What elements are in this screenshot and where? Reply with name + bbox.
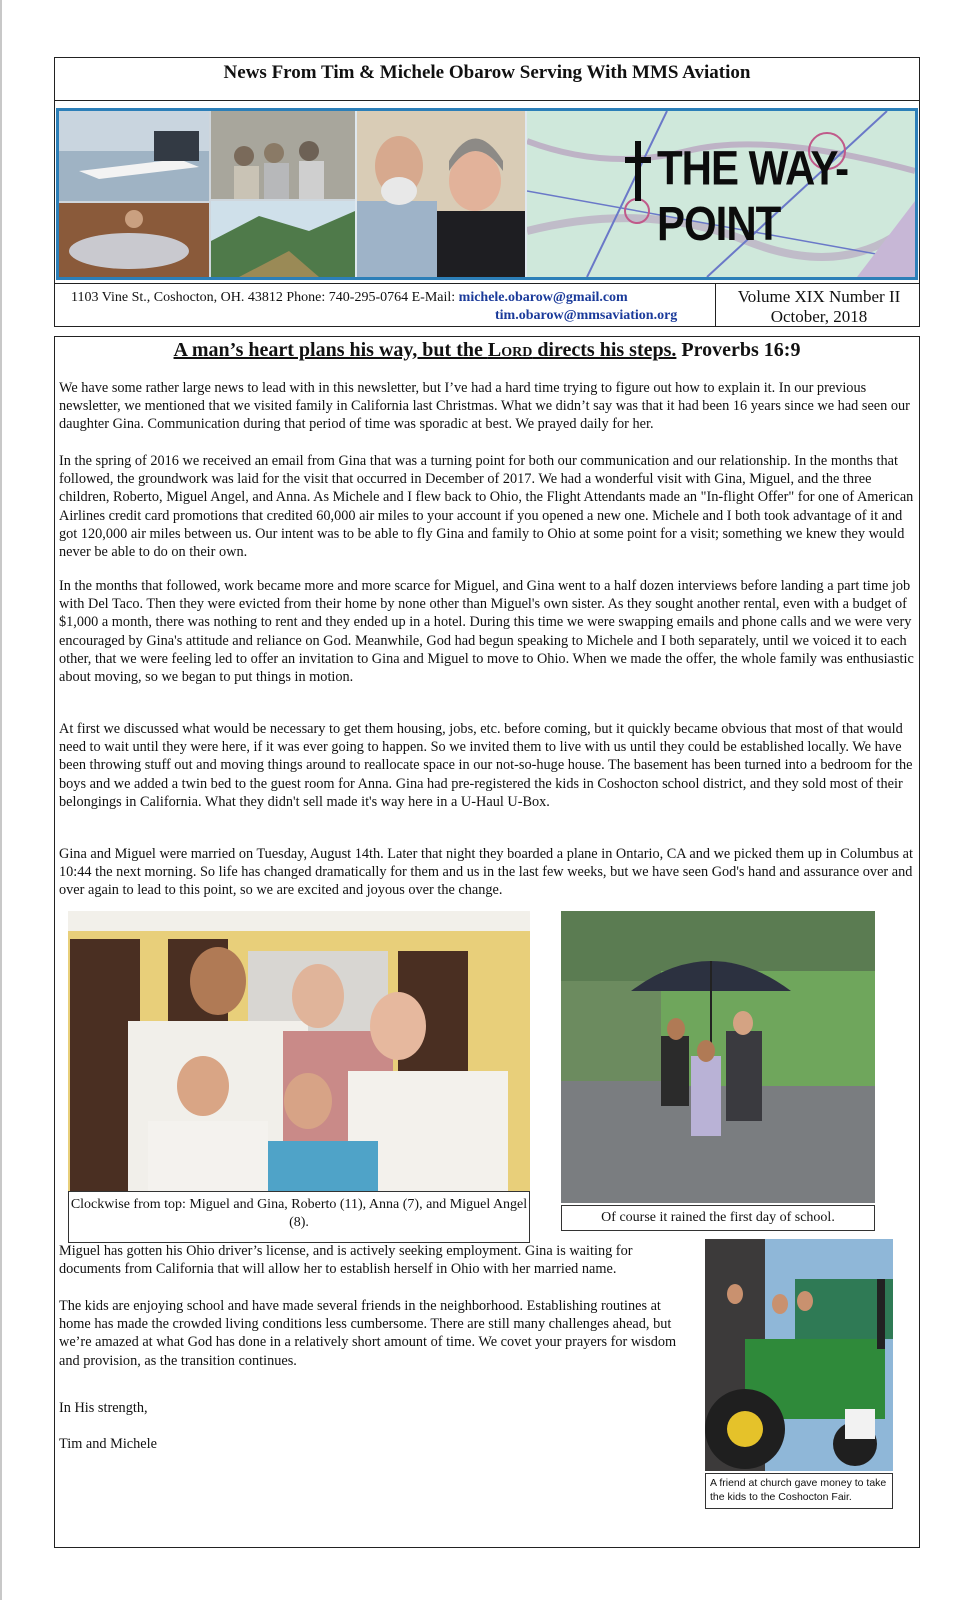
address-phone: 1103 Vine St., Coshocton, OH. 43812 Phone: 740-295-0764 E-Mail: xyxy=(71,290,459,305)
volume-number: Volume XIX Number II xyxy=(737,287,901,306)
verse-lord: Lord xyxy=(487,339,533,361)
family-photo xyxy=(68,911,530,1191)
signature-names: Tim and Michele xyxy=(59,1436,157,1452)
tim-and-michele-portrait xyxy=(357,111,525,277)
signoff: In His strength, xyxy=(59,1400,148,1416)
issue-date: October, 2018 xyxy=(770,307,868,326)
family-photo-caption: Clockwise from top: Miguel and Gina, Roberto (11), Anna (7), and Miguel Angel (8). xyxy=(68,1191,530,1243)
verse-reference: Proverbs 16:9 xyxy=(676,339,801,361)
issue-info xyxy=(719,287,919,327)
divider xyxy=(715,284,716,326)
rain-photo-caption: Of course it rained the first day of school. xyxy=(561,1205,875,1231)
banner xyxy=(56,108,918,280)
page-edge xyxy=(0,0,2,1600)
paragraph-2: In the spring of 2016 we received an email from Gina that was a turning point for both our communication and our relationship. In the months that followed, the groundwork was laid for the visit that occurred in December of 2017. We had a wonderful visit with Gina, Miguel, and the three children, Roberto, Miguel Angel, and Anna. As Michele and I flew back to Ohio, the Flight Attendants made an "In-flight Offer" for one of American Airlines credit card promotions that credited 60,000 air miles to your account if you opened a new one. Michele and I both took advantage of it and got 120,000 air miles between us. Our intent was to be able to fly Gina and family to Ohio at some point for a visit; something we knew they would never be able to do on their own. xyxy=(59,453,914,561)
verse-text-2: directs his steps. xyxy=(532,339,677,361)
way-point-title: THE WAY-POINT xyxy=(657,141,849,251)
cross-icon xyxy=(623,141,653,201)
aeronautical-chart-banner xyxy=(527,111,915,277)
paragraph-3: In the months that followed, work became more and more scarce for Miguel, and Gina went to a half dozen interviews before landing a part time job with Del Taco. Then they were evicted from their home by none other than Miguel's own sister. As they sought another rental, even with a budget of $1,000 a month, there was nothing to rent and they ended up in a hotel. During this time we were swapping emails and phone calls and we were very encouraged by Gina's attitude and reliance on God. Meanwhile, God had begun speaking to Michele and I both separately, until we voiced it to each other, that we were feeling led to offer an invitation to Gina and Miguel to move to Ohio. When we made the offer, the whole family was enthusiastic about moving, so we began to put things in motion. xyxy=(59,578,914,686)
verse-text-1: A man’s heart plans his way, but the xyxy=(173,339,488,361)
newsletter-title: News From Tim & Michele Obarow Serving With MMS Aviation xyxy=(223,62,751,83)
aviation-photo-collage xyxy=(59,111,355,277)
divider xyxy=(55,283,919,284)
closing-paragraph-2: The kids are enjoying school and have made several friends in the neighborhood. Establishing routines at home has made the crowded living conditions less cumbersome. There are still many challenges ahead, but we’re amazed at what God has done in a relatively short amount of time. We covet your prayers for wisdom and provision, as the transition continues. xyxy=(59,1298,677,1369)
closing-paragraph-1: Miguel has gotten his Ohio driver’s license, and is actively seeking employment. Gina is waiting for documents from California that will allow her to establish herself in Ohio with her married name. xyxy=(59,1243,633,1278)
scripture-heading xyxy=(55,339,919,362)
coshocton-fair-tractor-photo xyxy=(705,1239,893,1471)
fair-photo-caption: A friend at church gave money to take the kids to the Coshocton Fair. xyxy=(705,1473,893,1509)
paragraph-5: Gina and Miguel were married on Tuesday, August 14th. Later that night they boarded a plane in Ontario, CA and we picked them up in Columbus at 10:44 the next morning. So life has changed dramatically for them and us in the last few weeks, but we have seen God's hand and assurance over and over again to lead to this point, so we are excited and joyous over the change. xyxy=(59,846,913,899)
paragraph-4: At first we discussed what would be necessary to get them housing, jobs, etc. before coming, but it quickly became obvious that most of that would need to wait until they were here, if it was ever going to happen. So we invited them to live with us until they could be established locally. We have been throwing stuff out and moving things around to reallocate space in our not-so-huge house. The basement has been turned into a bedroom for the boys and we added a twin bed to the guest room for Anna. Gina had pre-registered the kids in Coshocton school district, and they sold most of their belongings in California. What they didn't sell made it's way here in a U-Haul U-Box. xyxy=(59,721,913,810)
rain-first-day-photo xyxy=(561,911,875,1203)
divider xyxy=(55,100,919,101)
email-michele[interactable]: michele.obarow@gmail.com xyxy=(458,290,628,305)
email-tim[interactable]: tim.obarow@mmsaviation.org xyxy=(495,308,678,323)
newsletter-body xyxy=(54,336,920,1548)
masthead xyxy=(54,57,920,327)
contact-line xyxy=(71,290,628,306)
paragraph-1: We have some rather large news to lead with in this newsletter, but I’ve had a hard time trying to figure out how to explain it. In our previous newsletter, we mentioned that we visited family in California last Christmas. What we didn’t say was that it had been 16 years since we had seen our daughter Gina. Communication during that period of time was sporadic at best. We prayed daily for her. xyxy=(59,380,910,433)
